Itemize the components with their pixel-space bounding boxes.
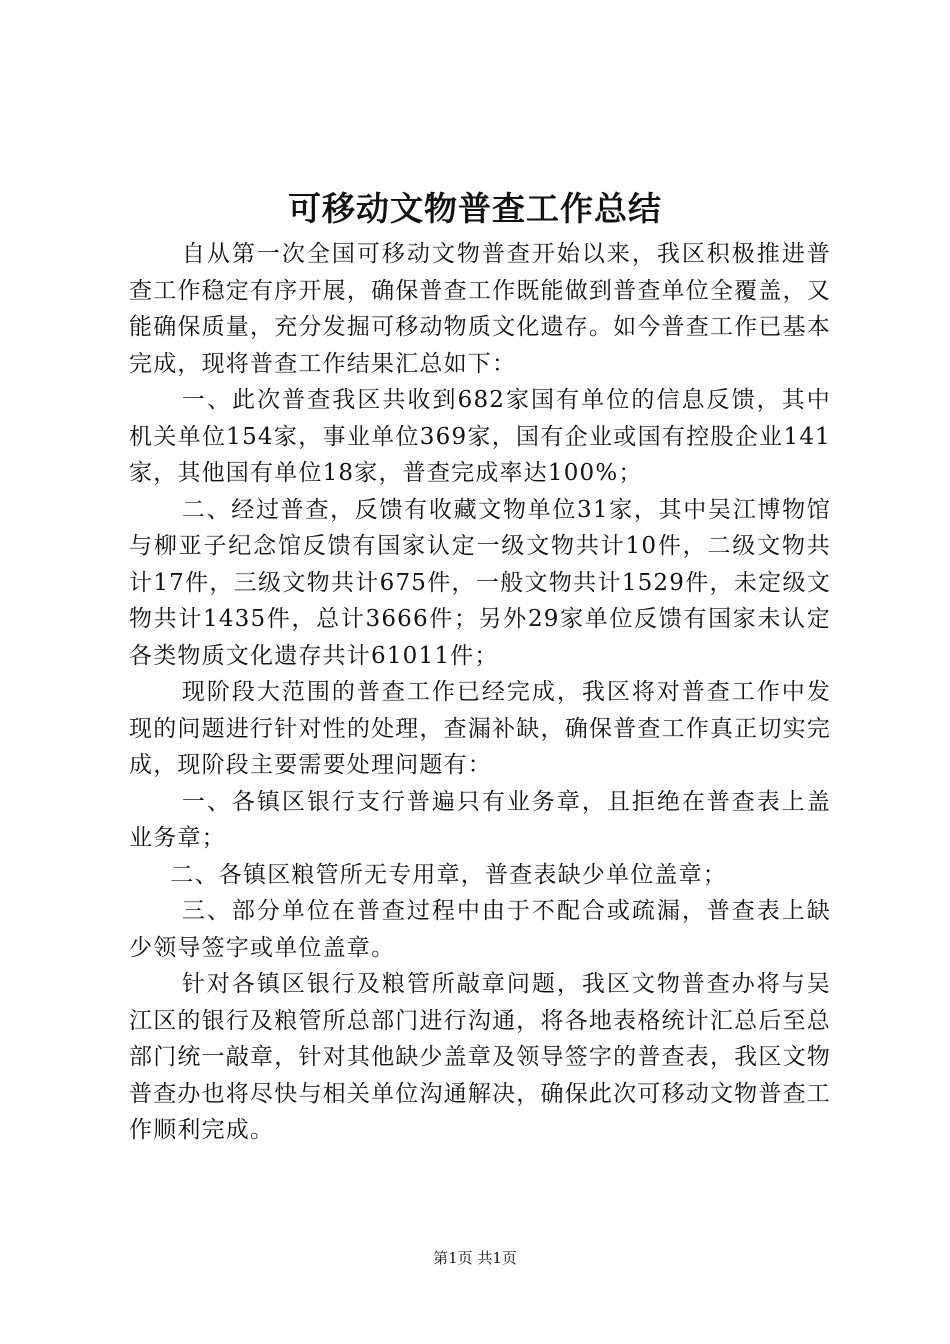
page-number: 第1页 共1页 — [433, 1249, 517, 1267]
paragraph-issue-3: 三、部分单位在普查过程中由于不配合或疏漏，普查表上缺少领导签字或单位盖章。 — [129, 898, 831, 961]
paragraph-item-1: 一、此次普查我区共收到682家国有单位的信息反馈，其中机关单位154家，事业单位369家，国有企业或国有控股企业141家，其他国有单位18家，普查完成率达100%； — [129, 387, 831, 486]
paragraph-issue-1: 一、各镇区银行支行普遍只有业务章，且拒绝在普查表上盖业务章； — [129, 788, 831, 851]
paragraph-issue-2: 二、各镇区粮管所无专用章，普查表缺少单位盖章； — [170, 861, 727, 888]
paragraph-conclusion: 针对各镇区银行及粮管所敲章问题，我区文物普查办将与吴江区的银行及粮管所总部门进行沟通，将各地表格统计汇总后至总部门统一敲章，针对其他缺少盖章及领导签字的普查表，我区文物普查办也将尽快与相关单位沟通解决，确保此次可移动文物普查工作顺利完成。 — [129, 971, 831, 1143]
paragraph-item-2: 二、经过普查，反馈有收藏文物单位31家，其中吴江博物馆与柳亚子纪念馆反馈有国家认定一级文物共计10件，二级文物共计17件，三级文物共计675件，一般文物共计1529件，未定级文物共计1435件，总计3666件；另外29家单位反馈有国家未认定各类物质文化遗存共计61011件； — [129, 496, 831, 669]
paragraph-intro: 自从第一次全国可移动文物普查开始以来，我区积极推进普查工作稳定有序开展，确保普查工作既能做到普查单位全覆盖，又能确保质量，充分发掘可移动物质文化遗存。如今普查工作已基本完成，现将普查工作结果汇总如下： — [129, 241, 831, 377]
document-body — [129, 236, 831, 1149]
document-title: 可移动文物普查工作总结 — [288, 189, 662, 228]
paragraph-current-stage: 现阶段大范围的普查工作已经完成，我区将对普查工作中发现的问题进行针对性的处理，查漏补缺，确保普查工作真正切实完成，现阶段主要需要处理问题有： — [129, 679, 831, 778]
